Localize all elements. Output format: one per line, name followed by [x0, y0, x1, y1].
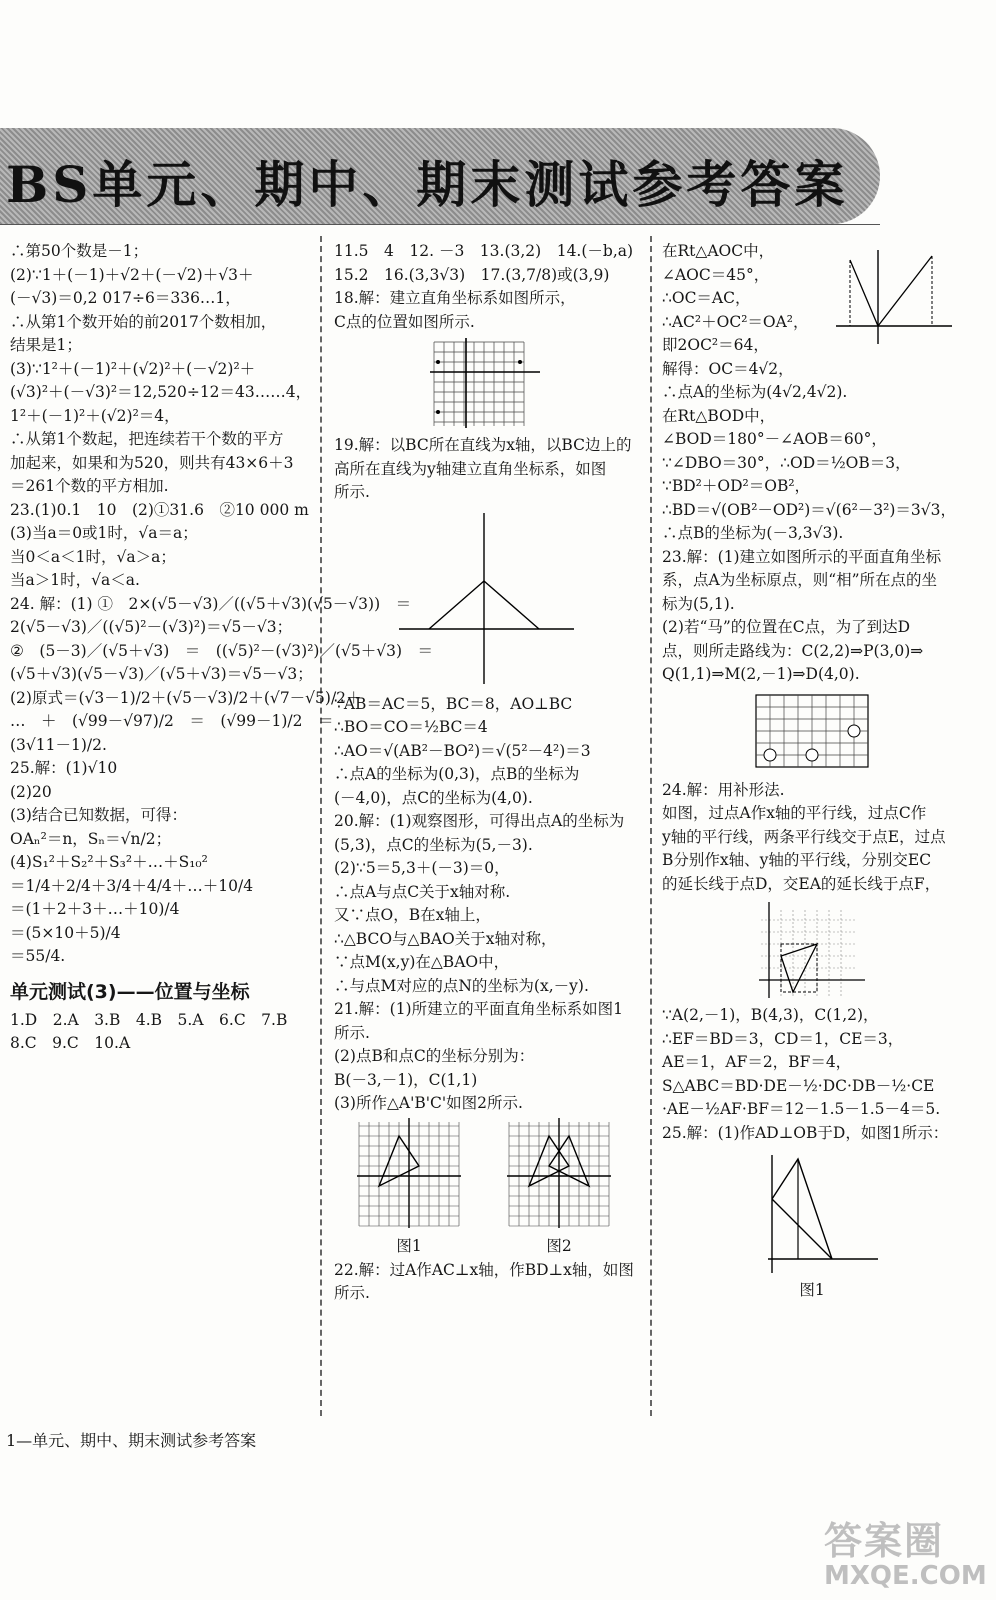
answer-line: ＝55/4.: [10, 947, 66, 965]
answer-line: 21.解：(1)所建立的平面直角坐标系如图1: [334, 1000, 623, 1018]
answer-line: 1.D 2.A 3.B 4.B 5.A 6.C 7.B: [10, 1010, 288, 1029]
banner-divider: [0, 224, 880, 225]
answer-line: AE＝1，AF＝2，BF＝4，: [662, 1053, 852, 1071]
watermark-url: MXQE.COM: [824, 1561, 987, 1591]
watermark-text: 答案圈: [824, 1519, 945, 1563]
answer-line: (－4,0)，点C的坐标为(4,0).: [334, 788, 533, 807]
answer-line: ∴点A与点C关于x轴对称.: [334, 882, 511, 901]
answer-line: 20.解：(1)观察图形，可得出点A的坐标为: [334, 812, 625, 830]
answer-line: ∴BO＝CO＝½BC＝4: [334, 718, 488, 736]
answer-line: ＝261个数的平方相加.: [10, 477, 169, 495]
answer-line: 当0＜a＜1时，√a＞a；: [10, 547, 176, 566]
answer-line: B(－3,－1)，C(1,1): [334, 1070, 478, 1089]
answer-line: 加起来，如果和为520，则共有43×6＋3: [10, 453, 294, 472]
answer-line: y轴的平行线，两条平行线交于点E，过点: [662, 827, 946, 846]
answer-line: 即2OC²＝64，: [662, 336, 769, 354]
answer-line: ∴OC＝AC，: [662, 289, 751, 307]
answer-line: 22.解：过A作AC⊥x轴，作BD⊥x轴，如图: [334, 1260, 634, 1279]
triangle-figure-25: [742, 1149, 882, 1275]
page-title: BS单元、期中、期末测试参考答案: [6, 155, 849, 214]
answer-line: (3)当a＝0或1时，√a＝a；: [10, 524, 198, 542]
answer-line: ∵AB＝AC＝5，BC＝8，AO⊥BC: [334, 694, 573, 713]
answer-line: ∴与点M对应的点N的坐标为(x,－y).: [334, 976, 589, 995]
answer-line: ∴EF＝BD＝3，CD＝1，CE＝3，: [662, 1029, 904, 1048]
answer-line: 系，点A为坐标原点，则“相”所在点的坐: [662, 571, 938, 589]
answer-line: 结果是1；: [10, 336, 82, 354]
answer-line: 解得：OC＝4√2，: [662, 359, 794, 378]
answer-line: 23.解：(1)建立如图所示的平面直角坐标: [662, 547, 942, 566]
column-divider: [320, 236, 322, 1416]
answer-line: 18.解：建立直角坐标系如图所示，: [334, 289, 576, 307]
answer-line: ∠AOC＝45°，: [662, 265, 770, 284]
answer-line: (4)S₁²＋S₂²＋S₃²＋…＋S₁₀²: [10, 853, 208, 871]
answer-line: 1²＋(－1)²＋(√2)²＝4，: [10, 406, 180, 425]
answer-line: (2)原式＝(√3－1)/2＋(√5－√3)/2＋(√7－√5)/2＋: [10, 688, 362, 707]
answer-line: S△ABC＝BD·DE－½·DC·DB－½·CE: [662, 1076, 935, 1095]
answer-line: (3)∵1²＋(－1)²＋(√2)²＋(－√2)²＋: [10, 359, 256, 378]
section-title: 单元测试(3)——位置与坐标: [10, 980, 250, 1003]
answer-column-3: [662, 240, 962, 1303]
answer-line: (3√11－1)/2.: [10, 735, 107, 754]
answer-line: (－√3)＝0,2 017÷6＝336…1，: [10, 289, 241, 307]
answer-line: ＝(1＋2＋3＋…＋10)/4: [10, 900, 180, 918]
page-footer: 1—单元、期中、期末测试参考答案: [6, 1431, 257, 1450]
answer-line: 24. 解：(1) ① 2×(√5－√3)／((√5＋√3)(√5－√3)) ＝: [10, 594, 412, 613]
answer-line: 所示.: [334, 483, 370, 501]
answer-line: Q(1,1)⇒M(2,－1)⇒D(4,0).: [662, 665, 860, 683]
answer-line: (3)结合已知数据，可得：: [10, 806, 187, 824]
answer-line: 的延长线于点D，交EA的延长线于点F，: [662, 874, 941, 893]
answer-line: ＝1/4＋2/4＋3/4＋4/4＋…＋10/4: [10, 876, 254, 895]
answer-line: ② (5－3)／(√5＋√3) ＝ ((√5)²－(√3)²)／(√5＋√3) ＝: [10, 641, 434, 660]
answer-line: ∴从第1个数起，把连续若干个数的平方: [10, 430, 284, 448]
answer-line: C点的位置如图所示.: [334, 312, 475, 331]
answer-line: 如图，过点A作x轴的平行线，过点C作: [662, 804, 927, 822]
answer-line: 所示.: [334, 1023, 370, 1042]
figure-caption: 图1: [396, 1237, 422, 1255]
answer-line: 24.解：用补形法.: [662, 780, 785, 799]
answer-line: (2)点B和点C的坐标分别为：: [334, 1047, 535, 1065]
answer-line: (3)所作△A'B'C'如图2所示.: [334, 1094, 523, 1112]
column-divider: [650, 236, 652, 1416]
answer-line: 点，则所走路线为：C(2,2)⇒P(3,0)⇒: [662, 641, 924, 660]
answer-line: (2)20: [10, 782, 52, 801]
answer-line: ∠BOD＝180°－∠AOB＝60°，: [662, 430, 887, 448]
grid-figure-21-2: [507, 1116, 611, 1228]
answer-line: 又∵点O，B在x轴上，: [334, 906, 491, 924]
answer-line: ＝(5×10＋5)/4: [10, 923, 121, 942]
figure-caption: 图2: [546, 1237, 572, 1255]
answer-column-2: [334, 240, 634, 1306]
figure-caption: 图1: [799, 1281, 825, 1299]
triangle-figure-19: [389, 509, 579, 689]
answer-line: ∴第50个数是－1；: [10, 242, 149, 260]
watermark-logo: [824, 1510, 994, 1596]
answer-line: 高所在直线为y轴建立直角坐标系，如图: [334, 459, 607, 478]
grid-figure-18: [424, 338, 544, 430]
answer-line: OAₙ²＝n，Sₙ＝√n/2；: [10, 829, 172, 848]
answer-line: 标为(5,1).: [662, 594, 735, 613]
answer-line: ∵BD²＋OD²＝OB²，: [662, 477, 811, 495]
answer-line: B分别作x轴、y轴的平行线，分别交EC: [662, 851, 932, 869]
answer-line: ∵∠DBO＝30°，∴OD＝½OB＝3，: [662, 453, 911, 472]
answer-line: 在Rt△AOC中，: [662, 242, 775, 260]
grid-figure-24: [757, 900, 867, 1000]
answer-line: ∴△BCO与△BAO关于x轴对称，: [334, 929, 557, 948]
answer-line: 所示.: [334, 1284, 370, 1302]
answer-line: ∵点M(x,y)在△BAO中，: [334, 953, 510, 971]
answer-line: 15.2 16.(3,3√3) 17.(3,7/8)或(3,9): [334, 265, 610, 284]
answer-line: ∴从第1个数开始的前2017个数相加，: [10, 312, 277, 331]
answer-line: ∵A(2,－1)，B(4,3)，C(1,2)，: [662, 1006, 879, 1024]
answer-line: 2(√5－√3)／((√5)²－(√3)²)＝√5－√3；: [10, 618, 293, 636]
answer-line: (2)∵1＋(－1)＋√2＋(－√2)＋√3＋: [10, 265, 254, 284]
grid-figure-21-1: [357, 1116, 461, 1228]
answer-line: ∴AC²＋OC²＝OA²，: [662, 312, 809, 331]
answer-line: ·AE－½AF·BF＝12－1.5－1.5－4＝5.: [662, 1100, 941, 1118]
answer-line: (√3)²＋(－√3)²＝12,520÷12＝43……4，: [10, 383, 312, 401]
answer-line: ∴BD＝√(OB²－OD²)＝√(6²－3²)＝3√3，: [662, 500, 957, 519]
angle-figure-22: [832, 246, 956, 346]
answer-line: 23.(1)0.1 10 (2)①31.6 ②10 000 m: [10, 500, 309, 519]
answer-line: 8.C 9.C 10.A: [10, 1034, 131, 1052]
answer-line: 当a＞1时，√a＜a.: [10, 571, 140, 589]
answer-line: 25.解：(1)√10: [10, 759, 118, 777]
answer-line: (2)∵5＝5,3＋(－3)＝0，: [334, 859, 510, 877]
answer-line: 在Rt△BOD中，: [662, 406, 776, 425]
answer-line: … ＋ (√99－√97)/2 ＝ (√99－1)/2 ＝: [10, 712, 334, 730]
answer-line: 11.5 4 12. －3 13.(3,2) 14.(－b,a): [334, 242, 634, 260]
answer-line: ∴点A的坐标为(0,3)，点B的坐标为: [334, 765, 580, 783]
chessboard-figure-23: [750, 691, 874, 775]
answer-line: ∴AO＝√(AB²－BO²)＝√(5²－4²)＝3: [334, 741, 591, 760]
answer-line: ∴点A的坐标为(4√2,4√2).: [662, 383, 848, 401]
answer-line: (2)若“马”的位置在C点，为了到达D: [662, 618, 911, 636]
answer-line: (5,3)，点C的坐标为(5,－3).: [334, 835, 533, 854]
answer-line: (√5＋√3)(√5－√3)／(√5＋√3)＝√5－√3；: [10, 665, 313, 683]
answer-line: 19.解：以BC所在直线为x轴，以BC边上的: [334, 436, 632, 454]
answer-line: 25.解：(1)作AD⊥OB于D，如图1所示：: [662, 1123, 949, 1142]
answer-line: ∴点B的坐标为(－3,3√3).: [662, 524, 844, 542]
